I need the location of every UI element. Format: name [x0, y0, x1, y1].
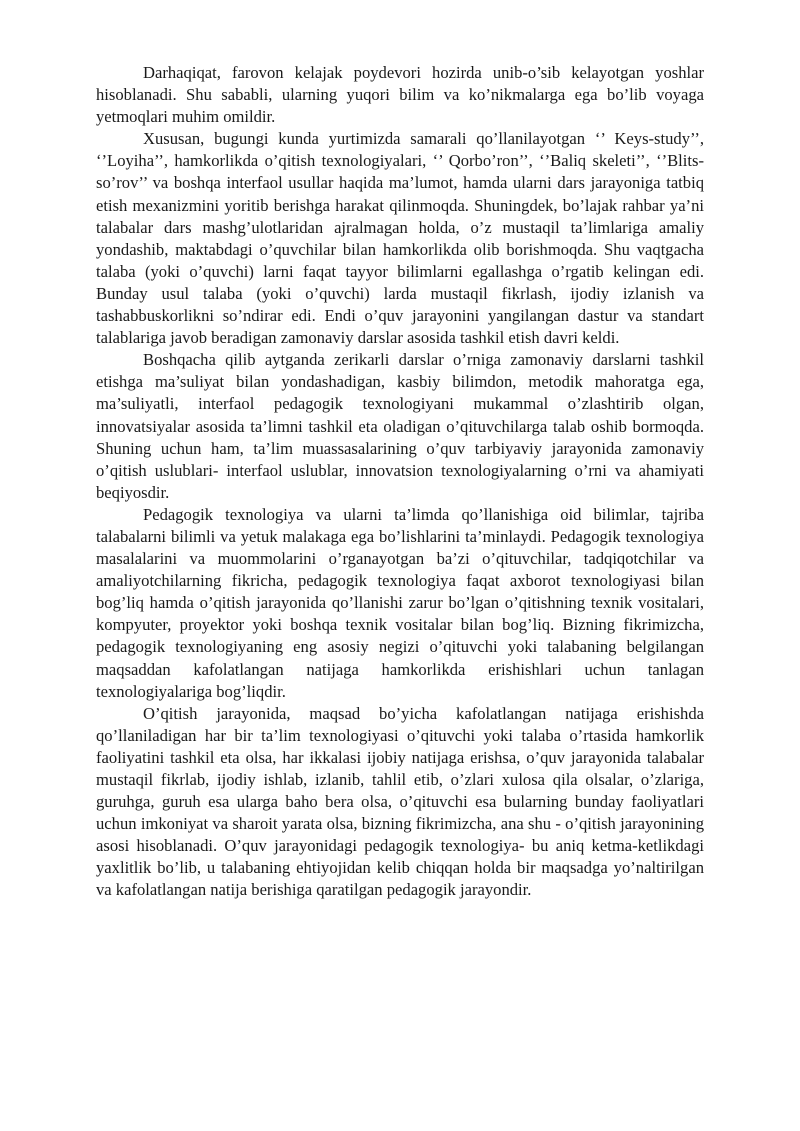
paragraph: Darhaqiqat, farovon kelajak poydevori hozirda unib-o’sib kelayotgan yoshlar hisoblanadi. Shu sababli, ularning yuqori bilim va ko’nikmalarga ega bo’lib voyaga yetmoqlari muhim omildir.	[96, 63, 704, 127]
paragraph: Boshqacha qilib aytganda zerikarli darslar o’rniga zamonaviy darslarni tashkil etishga ma’suliyat bilan yondashadigan, kasbiy bilimdon, metodik mahoratga ega, ma’suliyatli, interfaol pedagogik texnologiyani mukammal o’zlashtirib olgan, innovatsiyalar asosida ta’limni tashkil eta oladigan o’qituvchilarga talab oshib bormoqda. Shuning uchun ham, ta’lim muassasalarining o’quv tarbiyaviy jarayonida zamonaviy o’qitish uslublari- interfaol uslublar, innovatsion texnologiyalarning o’rni va ahamiyati beqiyosdir.	[96, 350, 704, 502]
paragraph: O’qitish jarayonida, maqsad bo’yicha kafolatlangan natijaga erishishda qo’llaniladigan har bir ta’lim texnologiyasi o’qituvchi yoki talaba o’rtasida hamkorlik faoliyatini tashkil eta olsa, har ikkalasi ijobiy natijaga erishsa, o’quv jarayonida talabalar mustaqil fikrlab, ijodiy ishlab, izlanib, tahlil etib, o’zlari xulosa qila olsalar, o’zlariga, guruhga, guruh esa ularga baho bera olsa, o’qituvchi esa bularning bunday faoliyatlari uchun imkoniyat va sharoit yarata olsa, bizning fikrimizcha, ana shu - o’qitish jarayonining asosi hisoblanadi. O’quv jarayonidagi pedagogik texnologiya- bu aniq ketma-ketlikdagi yaxlitlik bo’lib, u talabaning ehtiyojidan kelib chiqqan holda bir maqsadga yo’naltirilgan va kafolatlangan natija berishiga qaratilgan pedagogik jarayondir.	[96, 703, 704, 900]
paragraph: Xususan, bugungi kunda yurtimizda samarali qo’llanilayotgan ‘’ Keys-study’’, ‘’Loyiha’’, hamkorlikda o’qitish texnologiyalari, ‘’ Qorbo’ron’’, ‘’Baliq skeleti’’, ‘’Blits-so’rov’’ va boshqa interfaol usullar haqida ma’lumot, hamda ularni dars jarayoniga tatbiq etish mexanizmini yoritib berishga harakat qilinmoqda. Shuningdek, bo’lajak rahbar ya’ni talabalar dars mashg’ulotlaridan ajralmagan holda, o’z mustaqil ta’limlariga amaliy yondashib, maktabdagi o’quvchilar bilan hamkorlikda olib borishmoqda. Shu vaqtgacha talaba (yoki o’quvchi) larni faqat tayyor bilimlarni egallashga o’rgatib kelingan edi. Bunday usul talaba (yoki o’quvchi) larda mustaqil fikrlash, ijodiy izlanish va tashabbuskorlikni so’ndirar edi. Endi o’quv jarayonini yangilangan dastur va standart talablariga javob beradigan zamonaviy darslar asosida tashkil etish davri keldi.	[96, 129, 704, 348]
paragraph: Pedagogik texnologiya va ularni ta’limda qo’llanishiga oid bilimlar, tajriba talabalarni bilimli va yetuk malakaga ega bo’lishlarini ta’minlaydi. Pedagogik texnologiya masalalarini va muommolarini o’rganayotgan ba’zi o’qituvchilar, tadqiqotchilar va amaliyotchilarning fikricha, pedagogik texnologiya faqat axborot texnologiyasi bilan bog’liq hamda o’qitish jarayonida qo’llanishi zarur bo’lgan o’qitishning texnik vositalari, kompyuter, proyektor yoki boshqa texnik vositalar bilan bog’liq. Bizning fikrimizcha, pedagogik texnologiyaning eng asosiy negizi o’qituvchi yoki talabaning belgilangan maqsaddan kafolatlangan natijaga hamkorlikda erishishlari uchun tanlagan texnologiyalariga bog’liqdir.	[96, 504, 704, 701]
document-page	[96, 62, 704, 902]
